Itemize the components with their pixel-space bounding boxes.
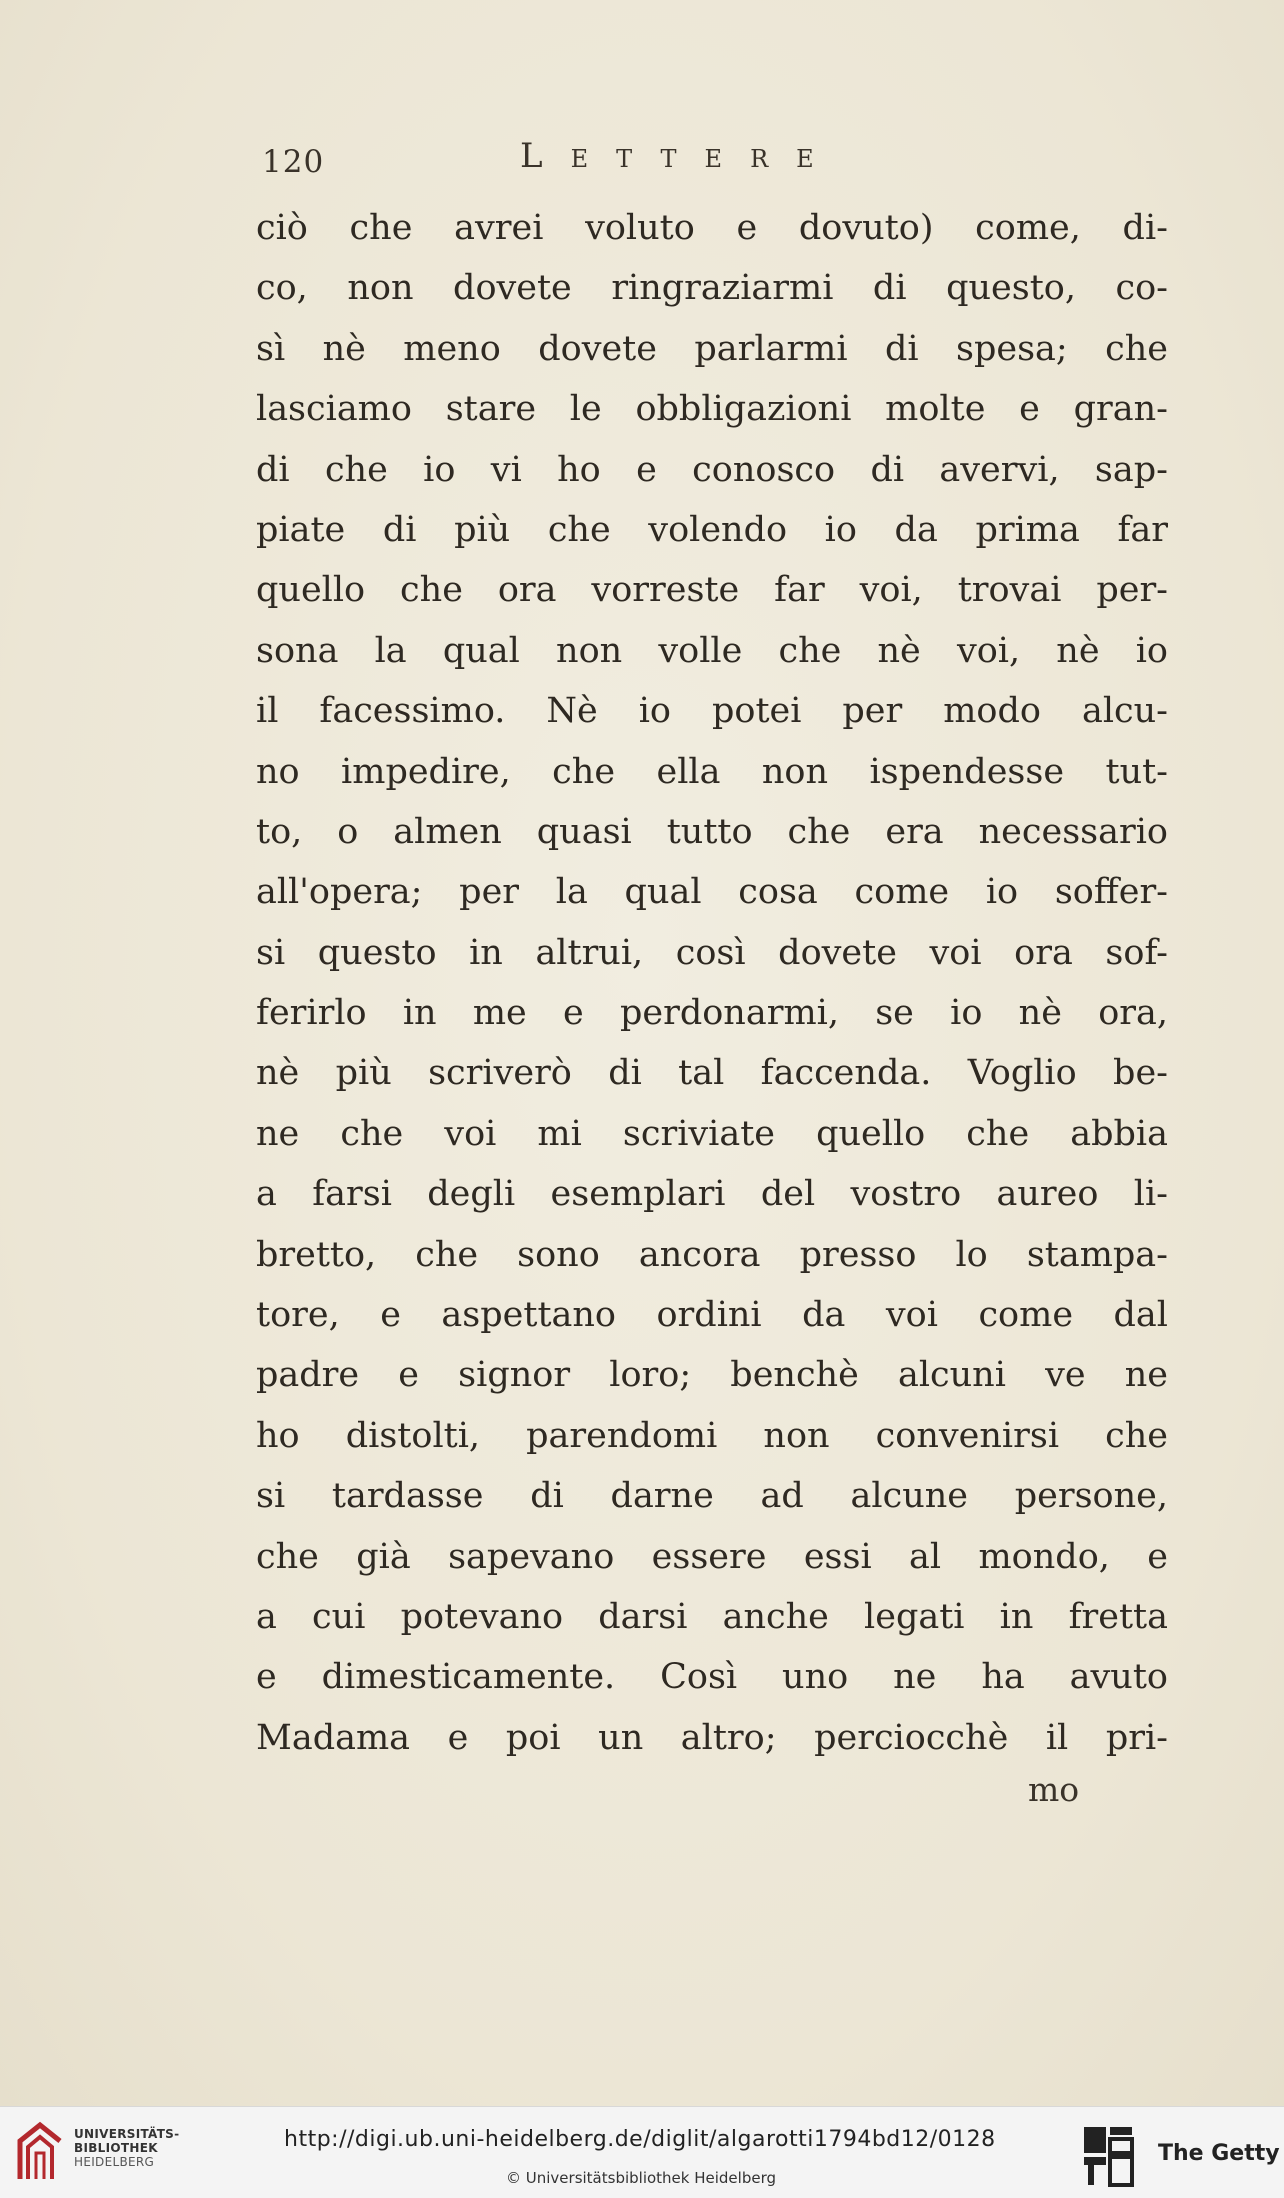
text-line: nè più scriverò di tal faccenda. Voglio be- [256, 1053, 1168, 1094]
text-line: a cui potevano darsi anche legati in fretta [256, 1596, 1168, 1637]
text-line: di che io vi ho e conosco di avervi, sap- [256, 449, 1168, 490]
library-name [74, 2127, 179, 2169]
text-line: a farsi degli esemplari del vostro aureo li- [256, 1174, 1168, 1215]
page-number: 120 [262, 144, 325, 180]
text-line: e dimesticamente. Così uno ne ha avuto [256, 1657, 1168, 1698]
copyright-notice: © Universitätsbibliothek Heidelberg [506, 2169, 777, 2187]
getty-logo-icon [1082, 2125, 1134, 2187]
text-line: to, o almen quasi tutto che era necessario [256, 811, 1168, 852]
text-line: ferirlo in me e perdonarmi, se io nè ora, [256, 993, 1168, 1034]
library-name-line3: HEIDELBERG [74, 2155, 155, 2169]
running-head [262, 136, 942, 186]
library-name-line1: UNIVERSITÄTS- [74, 2127, 180, 2141]
text-line: Madama e poi un altro; perciocchè il pri- [256, 1717, 1168, 1758]
permalink-url[interactable]: http://digi.ub.uni-heidelberg.de/diglit/algarotti1794bd12/0128 [284, 2127, 996, 2152]
text-line: co, non dovete ringraziarmi di questo, co- [256, 268, 1168, 309]
text-line: bretto, che sono ancora presso lo stampa- [256, 1234, 1168, 1275]
running-title: Lettere [520, 136, 842, 176]
text-line: all'opera; per la qual cosa come io soffer- [256, 872, 1168, 913]
text-line: si tardasse di darne ad alcune persone, [256, 1476, 1168, 1517]
text-line: lasciamo stare le obbligazioni molte e gran- [256, 389, 1168, 430]
text-line: ciò che avrei voluto e dovuto) come, di- [256, 208, 1168, 248]
text-line: il facessimo. Nè io potei per modo alcu- [256, 691, 1168, 732]
partner-name: The Getty [1158, 2141, 1280, 2166]
text-line: piate di più che volendo io da prima far [256, 509, 1168, 550]
text-line: tore, e aspettano ordini da voi come dal [256, 1295, 1168, 1336]
university-library-logo-icon [14, 2121, 66, 2185]
text-line: quello che ora vorreste far voi, trovai per- [256, 570, 1168, 611]
body-text [256, 198, 1168, 1768]
catchword: mo [1028, 1770, 1080, 1809]
text-line: che già sapevano essere essi al mondo, e [256, 1536, 1168, 1577]
text-line: ne che voi mi scriviate quello che abbia [256, 1113, 1168, 1154]
text-line: si questo in altrui, così dovete voi ora sof- [256, 932, 1168, 973]
text-line: sona la qual non volle che nè voi, nè io [256, 630, 1168, 671]
text-line: padre e signor loro; benchè alcuni ve ne [256, 1355, 1168, 1396]
library-name-line2: BIBLIOTHEK [74, 2141, 158, 2155]
text-line: no impedire, che ella non ispendesse tut- [256, 751, 1168, 792]
viewer-footer [0, 2106, 1284, 2198]
text-line: sì nè meno dovete parlarmi di spesa; che [256, 328, 1168, 369]
text-line: ho distolti, parendomi non convenirsi che [256, 1415, 1168, 1456]
